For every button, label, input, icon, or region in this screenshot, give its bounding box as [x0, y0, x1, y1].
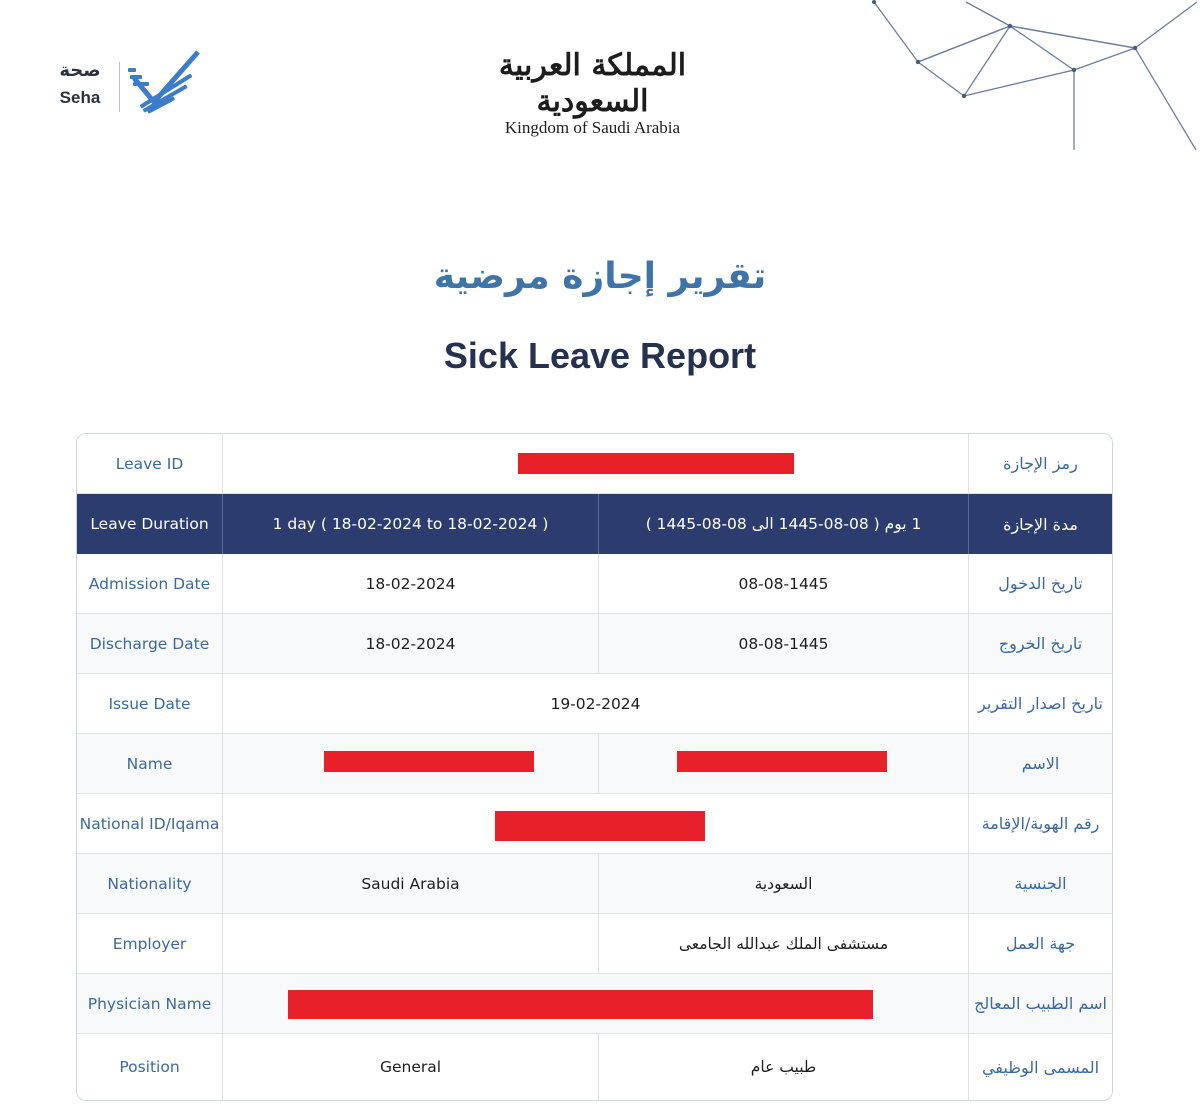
row-issue-date — [77, 674, 1112, 734]
name-label-ar: الاسم — [1021, 754, 1060, 773]
nationality-label-ar: الجنسية — [1014, 874, 1067, 893]
row-admission-date — [77, 554, 1112, 614]
report-table — [76, 433, 1113, 1101]
national-id-value — [223, 794, 969, 853]
redaction-bar — [677, 751, 887, 772]
row-position — [77, 1034, 1112, 1100]
position-label-en: Position — [77, 1034, 223, 1100]
discharge-date-hijri: 08-08-1445 — [599, 614, 969, 673]
row-name — [77, 734, 1112, 794]
ksa-logo-arabic: المملكة العربية السعودية — [498, 48, 687, 119]
leave-duration-hijri: 1 يوم ( 08-08-1445 الى 08-08-1445 ) — [599, 494, 969, 554]
row-national-id — [77, 794, 1112, 854]
row-discharge-date — [77, 614, 1112, 674]
name-value-en — [223, 734, 599, 793]
admission-date-hijri: 08-08-1445 — [599, 554, 969, 613]
admission-date-label-en: Admission Date — [77, 554, 223, 613]
issue-date-label-ar: تاريخ اصدار التقرير — [978, 694, 1103, 713]
leave-id-value — [223, 434, 969, 493]
row-employer — [77, 914, 1112, 974]
nationality-label-en: Nationality — [77, 854, 223, 913]
row-leave-id — [77, 434, 1112, 494]
discharge-date-label-en: Discharge Date — [77, 614, 223, 673]
leave-id-label-ar: رمز الإجازة — [1003, 454, 1078, 473]
row-nationality — [77, 854, 1112, 914]
admission-date-label-ar: تاريخ الدخول — [998, 574, 1083, 593]
physician-name-value — [223, 974, 969, 1033]
seha-logo-arabic: صحة — [59, 60, 101, 81]
employer-value-en — [223, 914, 599, 973]
nationality-value-ar: السعودية — [599, 854, 969, 913]
position-value-en: General — [223, 1034, 599, 1100]
discharge-date-label-ar: تاريخ الخروج — [998, 634, 1083, 653]
position-label-ar: المسمى الوظيفي — [981, 1057, 1100, 1077]
name-label-en: Name — [77, 734, 223, 793]
redaction-bar — [324, 751, 534, 772]
national-id-label-ar: رقم الهوية/الإقامة — [981, 814, 1100, 833]
name-value-ar — [599, 734, 969, 793]
redaction-bar — [495, 811, 705, 841]
physician-name-label-ar: اسم الطبيب المعالج — [974, 994, 1107, 1013]
position-value-ar: طبيب عام — [599, 1034, 969, 1100]
redaction-bar — [288, 990, 873, 1019]
seha-logo — [52, 48, 212, 118]
physician-name-label-en: Physician Name — [77, 974, 223, 1033]
employer-label-ar: جهة العمل — [1005, 934, 1076, 953]
employer-label-en: Employer — [77, 914, 223, 973]
seha-logo-english: Seha — [59, 88, 101, 107]
issue-date-value: 19-02-2024 — [223, 674, 969, 733]
leave-duration-gregorian: 1 day ( 18-02-2024 to 18-02-2024 ) — [223, 494, 599, 554]
national-id-label-en: National ID/Iqama — [77, 794, 223, 853]
redaction-bar — [518, 453, 794, 474]
ksa-logo — [480, 48, 705, 137]
ksa-logo-english: Kingdom of Saudi Arabia — [504, 118, 681, 137]
leave-id-label-en: Leave ID — [77, 434, 223, 493]
checkmark-icon — [126, 48, 206, 114]
discharge-date-gregorian: 18-02-2024 — [223, 614, 599, 673]
employer-value-ar: مستشفى الملك عبدالله الجامعى — [599, 914, 969, 973]
admission-date-gregorian: 18-02-2024 — [223, 554, 599, 613]
issue-date-label-en: Issue Date — [77, 674, 223, 733]
seha-logo-separator — [119, 62, 120, 112]
page-title-english: Sick Leave Report — [443, 335, 757, 376]
nationality-value-en: Saudi Arabia — [223, 854, 599, 913]
row-physician-name — [77, 974, 1112, 1034]
leave-duration-label-ar: مدة الإجازة — [1003, 514, 1078, 534]
page-title-arabic: تقرير إجازة مرضية — [433, 256, 767, 297]
leave-duration-label-en: Leave Duration — [77, 494, 223, 554]
row-leave-duration — [77, 494, 1112, 554]
